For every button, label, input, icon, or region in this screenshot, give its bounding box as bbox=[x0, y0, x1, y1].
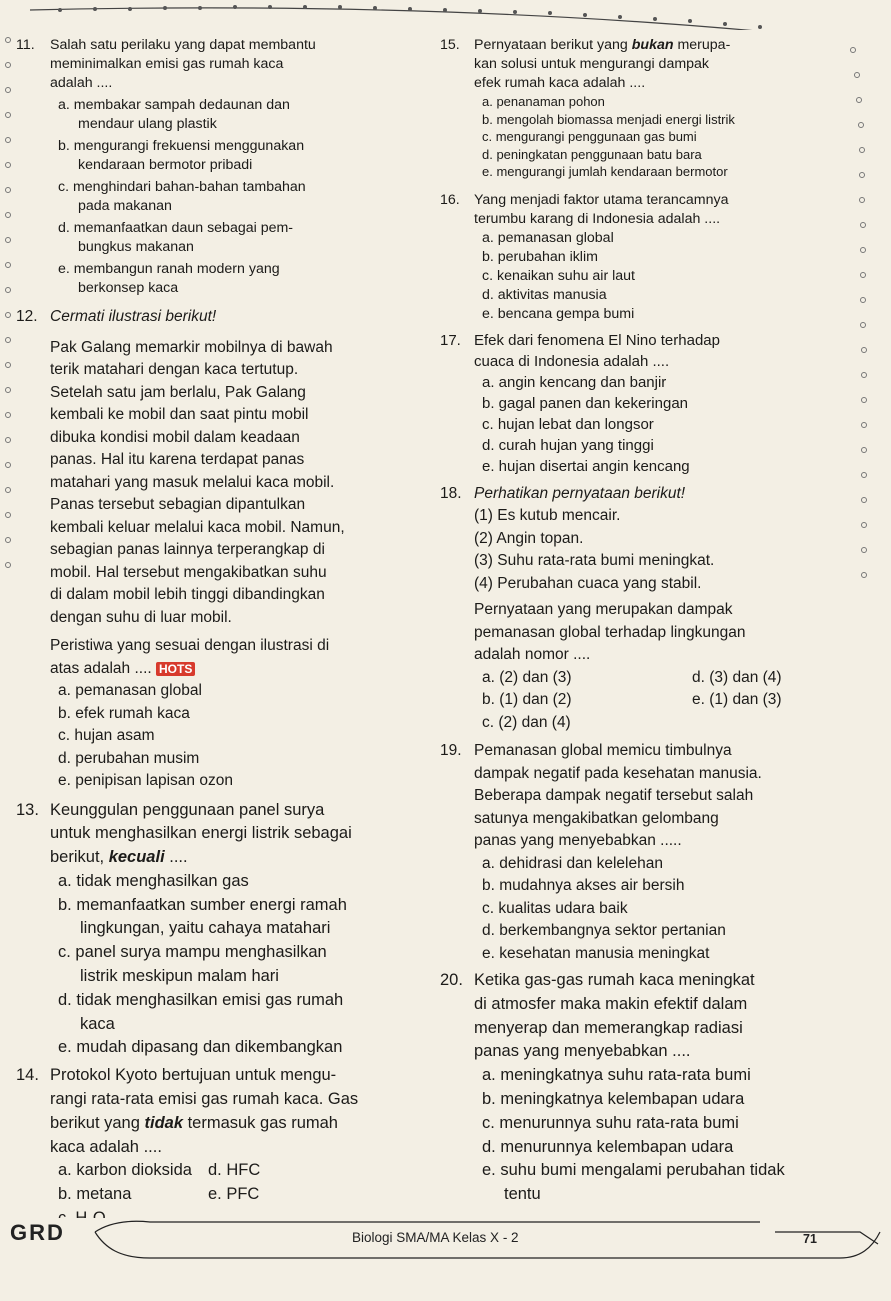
answer-options bbox=[50, 680, 428, 793]
question-stem: Efek dari fenomena El Nino terhadap bbox=[474, 331, 720, 349]
question-stem: berikut yang tidak termasuk gas rumah bbox=[50, 1113, 338, 1132]
question-stem: kan solusi untuk mengurangi dampak bbox=[474, 56, 710, 72]
option-a[interactable]: a. tidak menghasilkan gas bbox=[58, 871, 249, 890]
question-stem: Pernyataan berikut yang bukan merupa- bbox=[474, 37, 731, 53]
question-18 bbox=[440, 483, 830, 735]
question-stem: Pernyataan yang merupakan dampak pemanasan global terhadap lingkungan adalah nomor .... bbox=[474, 601, 746, 663]
question-stem: Protokol Kyoto bertujuan untuk mengu- bbox=[50, 1066, 337, 1085]
answer-options bbox=[474, 93, 830, 181]
question-intro: Perhatikan pernyataan berikut! bbox=[474, 484, 686, 502]
book-title: Biologi SMA/MA Kelas X - 2 bbox=[352, 1230, 519, 1245]
hots-badge: HOTS bbox=[156, 662, 195, 676]
option-a[interactable]: a. meningkatnya suhu rata-rata bumi bbox=[482, 1066, 751, 1085]
question-stem: efek rumah kaca adalah .... bbox=[474, 75, 646, 91]
option-d[interactable]: d. (3) dan (4) bbox=[692, 668, 782, 686]
question-stem: satunya mengakibatkan gelombang bbox=[474, 809, 719, 827]
question-stem: berikut, kecuali .... bbox=[50, 848, 188, 867]
option-b[interactable]: b. memanfaatkan sumber energi ramah lingkungan, yaitu cahaya matahari bbox=[58, 895, 347, 938]
option-e[interactable]: e. (1) dan (3) bbox=[692, 691, 782, 708]
question-stem: dampak negatif pada kesehatan manusia. bbox=[474, 764, 762, 782]
binder-spiral bbox=[0, 0, 891, 30]
question-stem: Salah satu perilaku yang dapat membantu bbox=[50, 37, 316, 53]
option-a[interactable]: a. dehidrasi dan kelelehan bbox=[482, 854, 663, 872]
right-column bbox=[440, 36, 830, 1207]
option-c[interactable]: c. hujan lebat dan longsor bbox=[482, 415, 654, 433]
option-a[interactable]: a. penanaman pohon bbox=[482, 94, 605, 109]
question-number: 15. bbox=[440, 37, 460, 53]
question-stem: Ketika gas-gas rumah kaca meningkat bbox=[474, 971, 755, 989]
option-c[interactable]: c. kenaikan suhu air laut bbox=[482, 267, 636, 284]
question-number: 19. bbox=[440, 742, 462, 759]
option-d[interactable]: d. perubahan musim bbox=[58, 749, 200, 767]
illustration-paragraph: Pak Galang memarkir mobilnya di bawah terik matahari dengan kaca tertutup. Setelah satu jam berlalu, Pak Galang kembali ke mobil dan saat pintu mobil dibuka kondisi mobil dalam keadaan panas. Hal itu karena terdapat panas matahari yang masuk melalui kaca mobil. Panas tersebut sebagian dipantulkan kembali keluar melalui kaca mobil. Namun, sebagian panas lainnya terperangkap di mobil. Hal tersebut mengakibatkan suhu di dalam mobil lebih tinggi dibandingkan dengan suhu di luar mobil. bbox=[50, 338, 345, 626]
question-19 bbox=[440, 740, 830, 965]
statement-item: (1) Es kutub mencair. bbox=[474, 507, 621, 524]
question-stem: Yang menjadi faktor utama terancamnya bbox=[474, 191, 729, 208]
question-14 bbox=[16, 1064, 428, 1236]
option-a[interactable]: a. (2) dan (3) bbox=[482, 668, 572, 686]
option-c[interactable]: c. panel surya mampu menghasilkan listrik meskipun malam hari bbox=[58, 943, 327, 986]
option-b[interactable]: b. meningkatnya kelembapan udara bbox=[482, 1089, 745, 1108]
option-d[interactable]: d. menurunnya kelembapan udara bbox=[482, 1137, 734, 1156]
option-e[interactable]: e. PFC bbox=[208, 1185, 260, 1204]
page-number: 71 bbox=[803, 1232, 817, 1246]
option-e[interactable]: e. suhu bumi mengalami perubahan tidak tentu bbox=[482, 1161, 785, 1204]
question-stem: rangi rata-rata emisi gas rumah kaca. Gas bbox=[50, 1090, 359, 1109]
question-number: 13. bbox=[16, 800, 39, 819]
option-c[interactable]: c. mengurangi penggunaan gas bumi bbox=[482, 129, 697, 144]
answer-options bbox=[474, 667, 830, 735]
option-c[interactable]: c. menghindari bahan-bahan tambahan pada makanan bbox=[58, 179, 306, 214]
question-number: 17. bbox=[440, 331, 461, 349]
question-stem: menyerap dan memerangkap radiasi bbox=[474, 1018, 743, 1037]
option-a[interactable]: a. pemanasan global bbox=[482, 229, 614, 246]
option-d[interactable]: d. tidak menghasilkan emisi gas rumah kaca bbox=[58, 990, 344, 1033]
question-intro: Cermati ilustrasi berikut! bbox=[50, 308, 217, 325]
question-stem: Peristiwa yang sesuai dengan ilustrasi di atas adalah .... HOTS bbox=[50, 637, 330, 677]
answer-options bbox=[474, 853, 830, 966]
question-stem: panas yang menyebabkan ..... bbox=[474, 832, 682, 849]
option-b[interactable]: b. gagal panen dan kekeringan bbox=[482, 394, 689, 412]
answer-options bbox=[474, 1064, 830, 1207]
question-stem: Beberapa dampak negatif tersebut salah bbox=[474, 787, 754, 804]
question-15 bbox=[440, 36, 830, 181]
option-b[interactable]: b. mengurangi frekuensi menggunakan kendaraan bermotor pribadi bbox=[58, 138, 305, 173]
option-e[interactable]: e. penipisan lapisan ozon bbox=[58, 772, 233, 789]
statement-item: (2) Angin topan. bbox=[474, 529, 584, 547]
question-stem: meminimalkan emisi gas rumah kaca bbox=[50, 56, 284, 72]
question-stem: Keunggulan penggunaan panel surya bbox=[50, 800, 325, 819]
option-d[interactable]: d. berkembangnya sektor pertanian bbox=[482, 922, 726, 939]
option-e[interactable]: e. mudah dipasang dan dikembangkan bbox=[58, 1038, 343, 1057]
option-b[interactable]: b. mengolah biomassa menjadi energi listrik bbox=[482, 111, 735, 127]
question-stem: Pemanasan global memicu timbulnya bbox=[474, 742, 732, 759]
statement-list bbox=[474, 505, 830, 595]
question-16 bbox=[440, 191, 830, 324]
question-13 bbox=[16, 799, 428, 1061]
answer-options bbox=[474, 372, 830, 477]
option-d[interactable]: d. aktivitas manusia bbox=[482, 286, 607, 303]
statement-item: (3) Suhu rata-rata bumi meningkat. bbox=[474, 552, 715, 569]
answer-options bbox=[474, 229, 830, 324]
answer-options bbox=[50, 870, 428, 1060]
question-stem: adalah .... bbox=[50, 75, 113, 91]
option-a[interactable]: a. karbon dioksida bbox=[58, 1161, 192, 1180]
option-b[interactable]: b. perubahan iklim bbox=[482, 248, 598, 265]
option-e[interactable]: e. mengurangi jumlah kendaraan bermotor bbox=[482, 164, 728, 179]
question-number: 16. bbox=[440, 191, 460, 208]
option-c[interactable]: c. (2) dan (4) bbox=[482, 713, 571, 731]
option-e[interactable]: e. kesehatan manusia meningkat bbox=[482, 944, 710, 962]
question-stem: cuaca di Indonesia adalah .... bbox=[474, 352, 670, 370]
statement-item: (4) Perubahan cuaca yang stabil. bbox=[474, 574, 702, 592]
option-b[interactable]: b. (1) dan (2) bbox=[482, 691, 572, 708]
question-stem: di atmosfer maka makin efektif dalam bbox=[474, 994, 748, 1013]
option-b[interactable]: b. metana bbox=[58, 1185, 132, 1204]
option-d[interactable]: d. peningkatan penggunaan batu bara bbox=[482, 146, 702, 162]
option-a[interactable]: a. angin kencang dan banjir bbox=[482, 373, 667, 391]
question-number: 20. bbox=[440, 971, 463, 989]
question-number: 12. bbox=[16, 308, 38, 325]
publisher-logo: GRD bbox=[10, 1220, 65, 1245]
left-column bbox=[16, 36, 428, 1236]
option-e[interactable]: e. hujan disertai angin kencang bbox=[482, 457, 690, 475]
question-number: 18. bbox=[440, 484, 462, 502]
option-a[interactable]: a. pemanasan global bbox=[58, 682, 202, 699]
question-stem: untuk menghasilkan energi listrik sebagai bbox=[50, 824, 352, 843]
option-d[interactable]: d. HFC bbox=[208, 1161, 261, 1180]
option-e[interactable]: e. bencana gempa bumi bbox=[482, 305, 635, 322]
question-stem: panas yang menyebabkan .... bbox=[474, 1042, 691, 1061]
option-c[interactable]: c. menurunnya suhu rata-rata bumi bbox=[482, 1113, 739, 1132]
option-d[interactable]: d. curah hujan yang tinggi bbox=[482, 436, 654, 454]
right-margin-dots bbox=[831, 40, 891, 600]
option-b[interactable]: b. efek rumah kaca bbox=[58, 704, 190, 722]
question-20 bbox=[440, 969, 830, 1207]
option-d[interactable]: d. memanfaatkan daun sebagai pem- bungkus makanan bbox=[58, 220, 294, 255]
answer-options bbox=[50, 96, 428, 298]
option-c[interactable]: c. hujan asam bbox=[58, 727, 155, 744]
option-c[interactable]: c. kualitas udara baik bbox=[482, 899, 628, 917]
option-a[interactable]: a. membakar sampah dedaunan dan mendaur ulang plastik bbox=[58, 97, 290, 132]
option-e[interactable]: e. membangun ranah modern yang berkonsep kaca bbox=[58, 261, 280, 296]
question-stem: kaca adalah .... bbox=[50, 1137, 162, 1156]
question-number: 14. bbox=[16, 1066, 39, 1085]
question-17 bbox=[440, 330, 830, 477]
option-b[interactable]: b. mudahnya akses air bersih bbox=[482, 877, 685, 894]
question-11 bbox=[16, 36, 428, 298]
question-stem: terumbu karang di Indonesia adalah .... bbox=[474, 210, 721, 227]
question-12 bbox=[16, 306, 428, 793]
question-number: 11. bbox=[16, 37, 35, 53]
